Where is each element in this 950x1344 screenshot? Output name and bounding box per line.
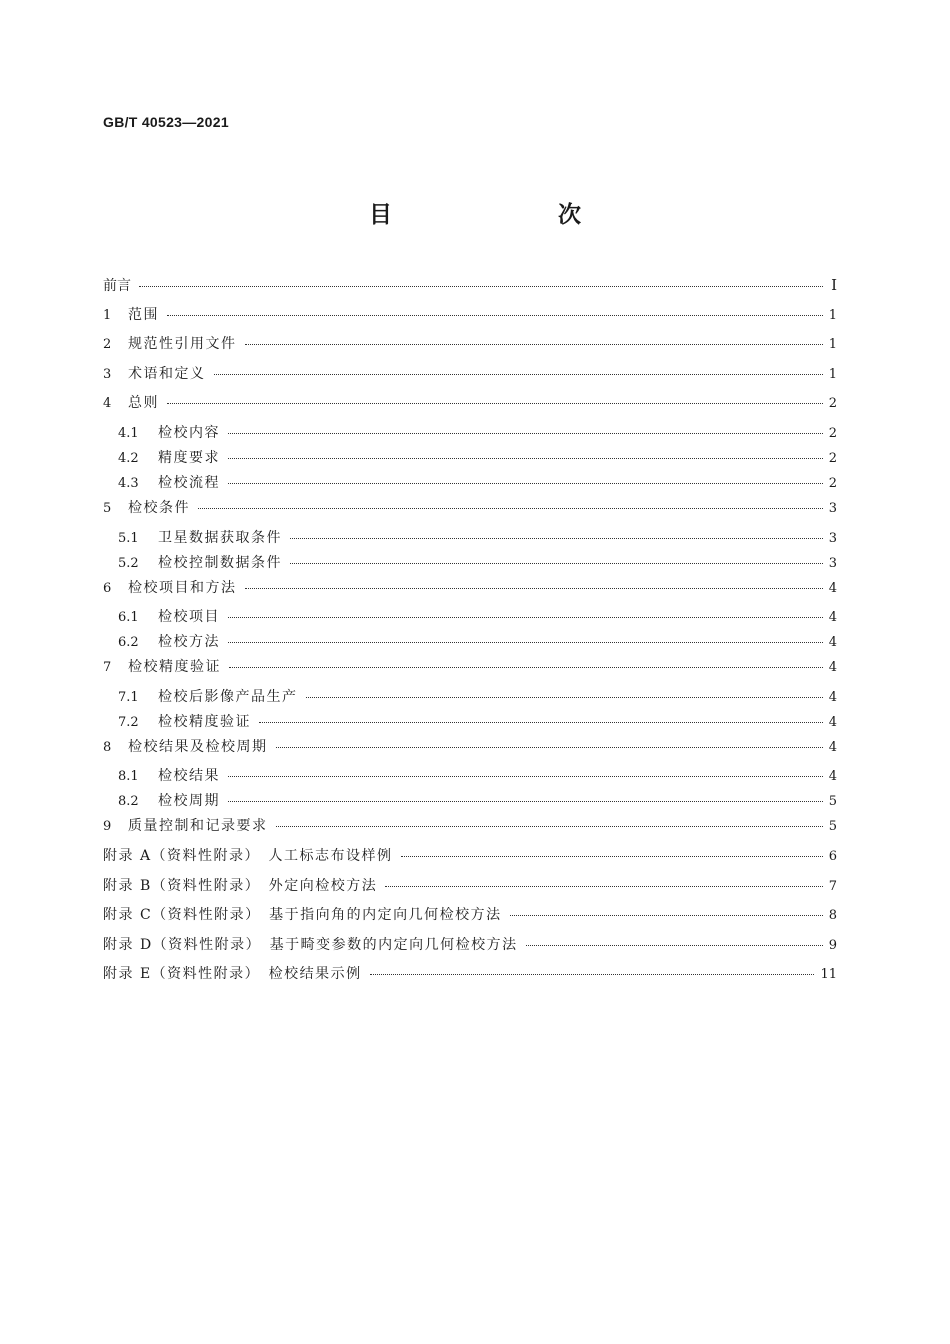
toc-entry-number: 3: [103, 366, 112, 382]
toc-entry-number: 7.1: [118, 689, 139, 705]
toc-entry-page: 5: [828, 819, 837, 835]
toc-entry-page: 8: [828, 908, 837, 924]
toc-entry-title: 附录 B（资料性附录） 外定向检校方法: [103, 877, 378, 894]
toc-subentry[interactable]: [103, 446, 837, 471]
toc-entry-number: 2: [103, 337, 112, 353]
toc-entry-title: 卫星数据获取条件: [158, 529, 282, 546]
toc-dot-leader: [306, 697, 823, 698]
toc-entry-title: 检校精度验证: [128, 659, 221, 676]
toc-entry-number: 4: [103, 396, 112, 412]
toc-entry-page: 2: [828, 425, 837, 441]
toc-entry-number: 4.2: [118, 450, 139, 466]
toc-entry-title: 检校结果及检校周期: [128, 738, 268, 755]
toc-entry[interactable]: [103, 303, 837, 333]
toc-title: 目 次: [369, 202, 621, 228]
toc-entry-page: 4: [828, 635, 837, 651]
toc-entry-title: 质量控制和记录要求: [128, 818, 268, 835]
toc-entry-number: 8.1: [118, 769, 139, 785]
toc-entry-number: 8: [103, 739, 112, 755]
toc-entry-number: 4.1: [118, 425, 139, 441]
toc-dot-leader: [228, 776, 823, 777]
toc-entry-page: 3: [828, 530, 837, 546]
toc-subentry[interactable]: [103, 630, 837, 655]
toc-dot-leader: [276, 826, 823, 827]
toc-entry-number: 1: [103, 307, 112, 323]
toc-entry[interactable]: [103, 362, 837, 392]
toc-entry-title: 前言: [103, 278, 131, 294]
toc-dot-leader: [139, 286, 823, 287]
toc-entry-page: 4: [828, 610, 837, 626]
toc-entry-page: 4: [828, 689, 837, 705]
toc-entry-page: I: [831, 276, 837, 294]
toc-entry[interactable]: [103, 332, 837, 362]
toc-dot-leader: [245, 588, 823, 589]
toc-subentry[interactable]: [103, 685, 837, 710]
toc-dot-leader: [370, 974, 815, 975]
toc-entry-title: 总则: [128, 395, 159, 412]
toc-entry-number: 9: [103, 819, 112, 835]
toc-dot-leader: [228, 642, 823, 643]
toc-entry-title: 范围: [128, 306, 159, 323]
toc-subentry[interactable]: [103, 551, 837, 576]
toc-entry[interactable]: [103, 735, 837, 765]
toc-entry-title: 检校精度验证: [158, 713, 251, 730]
toc-entry-title: 附录 D（资料性附录） 基于畸变参数的内定向几何检校方法: [103, 936, 518, 953]
toc-dot-leader: [385, 886, 822, 887]
toc-entry-page: 4: [828, 739, 837, 755]
toc-entry-title: 精度要求: [158, 449, 220, 466]
toc-entry-title: 检校项目和方法: [128, 579, 237, 596]
toc-entry-page: 4: [828, 580, 837, 596]
toc-dot-leader: [526, 945, 823, 946]
toc-dot-leader: [167, 315, 823, 316]
toc-entry-title: 检校结果: [158, 768, 220, 785]
toc-entry-title: 检校条件: [128, 499, 190, 516]
toc-entry[interactable]: [103, 814, 837, 844]
toc-dot-leader: [228, 801, 823, 802]
toc-entry-page: 7: [828, 878, 837, 894]
toc-entry-page: 11: [820, 967, 837, 983]
toc-entry-title: 附录 E（资料性附录） 检校结果示例: [103, 966, 362, 983]
toc-entry-page: 2: [828, 396, 837, 412]
toc-entry-title: 检校周期: [158, 793, 220, 810]
toc-entry-title: 术语和定义: [128, 365, 206, 382]
toc-entry-number: 7.2: [118, 714, 139, 730]
toc-appendix-entry[interactable]: [103, 962, 837, 992]
toc-entry-number: 6.2: [118, 635, 139, 651]
toc-entry[interactable]: [103, 576, 837, 606]
table-of-contents: [103, 273, 837, 992]
toc-entry-number: 6.1: [118, 610, 139, 626]
toc-subentry[interactable]: [103, 471, 837, 496]
toc-dot-leader: [167, 403, 823, 404]
toc-entry-title: 检校方法: [158, 634, 220, 651]
toc-entry-title: 规范性引用文件: [128, 336, 237, 353]
toc-entry-page: 4: [828, 660, 837, 676]
toc-entry[interactable]: [103, 655, 837, 685]
toc-subentry[interactable]: [103, 710, 837, 735]
toc-entry-page: 3: [828, 500, 837, 516]
toc-entry-page: 2: [828, 450, 837, 466]
toc-dot-leader: [401, 856, 823, 857]
toc-entry-number: 8.2: [118, 794, 139, 810]
toc-entry-page: 3: [828, 555, 837, 571]
toc-dot-leader: [290, 538, 823, 539]
toc-subentry[interactable]: [103, 421, 837, 446]
toc-entry-page: 4: [828, 714, 837, 730]
toc-entry-number: 5.1: [118, 530, 139, 546]
toc-entry-title: 检校后影像产品生产: [158, 688, 298, 705]
toc-entry[interactable]: [103, 273, 837, 303]
toc-entry-page: 1: [828, 337, 837, 353]
toc-subentry[interactable]: [103, 764, 837, 789]
toc-entry-number: 5: [103, 500, 112, 516]
toc-entry-page: 5: [828, 794, 837, 810]
toc-entry-title: 附录 A（资料性附录） 人工标志布设样例: [103, 847, 393, 864]
toc-dot-leader: [214, 374, 823, 375]
toc-entry-number: 6: [103, 580, 112, 596]
toc-dot-leader: [198, 508, 823, 509]
toc-dot-leader: [228, 433, 823, 434]
toc-dot-leader: [290, 563, 823, 564]
toc-dot-leader: [276, 747, 823, 748]
toc-entry-title: 检校流程: [158, 474, 220, 491]
toc-dot-leader: [510, 915, 823, 916]
toc-entry-number: 7: [103, 660, 112, 676]
toc-entry-title: 检校控制数据条件: [158, 554, 282, 571]
toc-appendix-entry[interactable]: [103, 874, 837, 904]
toc-entry-number: 5.2: [118, 555, 139, 571]
toc-subentry[interactable]: [103, 526, 837, 551]
toc-dot-leader: [228, 617, 823, 618]
toc-subentry[interactable]: [103, 789, 837, 814]
standard-code: GB/T 40523—2021: [103, 114, 229, 130]
toc-dot-leader: [228, 483, 823, 484]
toc-dot-leader: [228, 458, 823, 459]
toc-entry-page: 1: [828, 307, 837, 323]
toc-entry-page: 4: [828, 769, 837, 785]
toc-entry[interactable]: [103, 496, 837, 526]
toc-entry-page: 9: [828, 937, 837, 953]
toc-entry-title: 检校项目: [158, 609, 220, 626]
toc-entry[interactable]: [103, 391, 837, 421]
toc-entry-page: 6: [828, 848, 837, 864]
toc-entry-title: 检校内容: [158, 424, 220, 441]
toc-dot-leader: [259, 722, 823, 723]
toc-subentry[interactable]: [103, 605, 837, 630]
toc-entry-page: 1: [828, 366, 837, 382]
toc-appendix-entry[interactable]: [103, 933, 837, 963]
toc-dot-leader: [229, 667, 823, 668]
toc-entry-number: 4.3: [118, 475, 139, 491]
toc-entry-title: 附录 C（资料性附录） 基于指向角的内定向几何检校方法: [103, 907, 502, 924]
toc-appendix-entry[interactable]: [103, 844, 837, 874]
toc-entry-page: 2: [828, 475, 837, 491]
toc-appendix-entry[interactable]: [103, 903, 837, 933]
toc-dot-leader: [245, 344, 823, 345]
